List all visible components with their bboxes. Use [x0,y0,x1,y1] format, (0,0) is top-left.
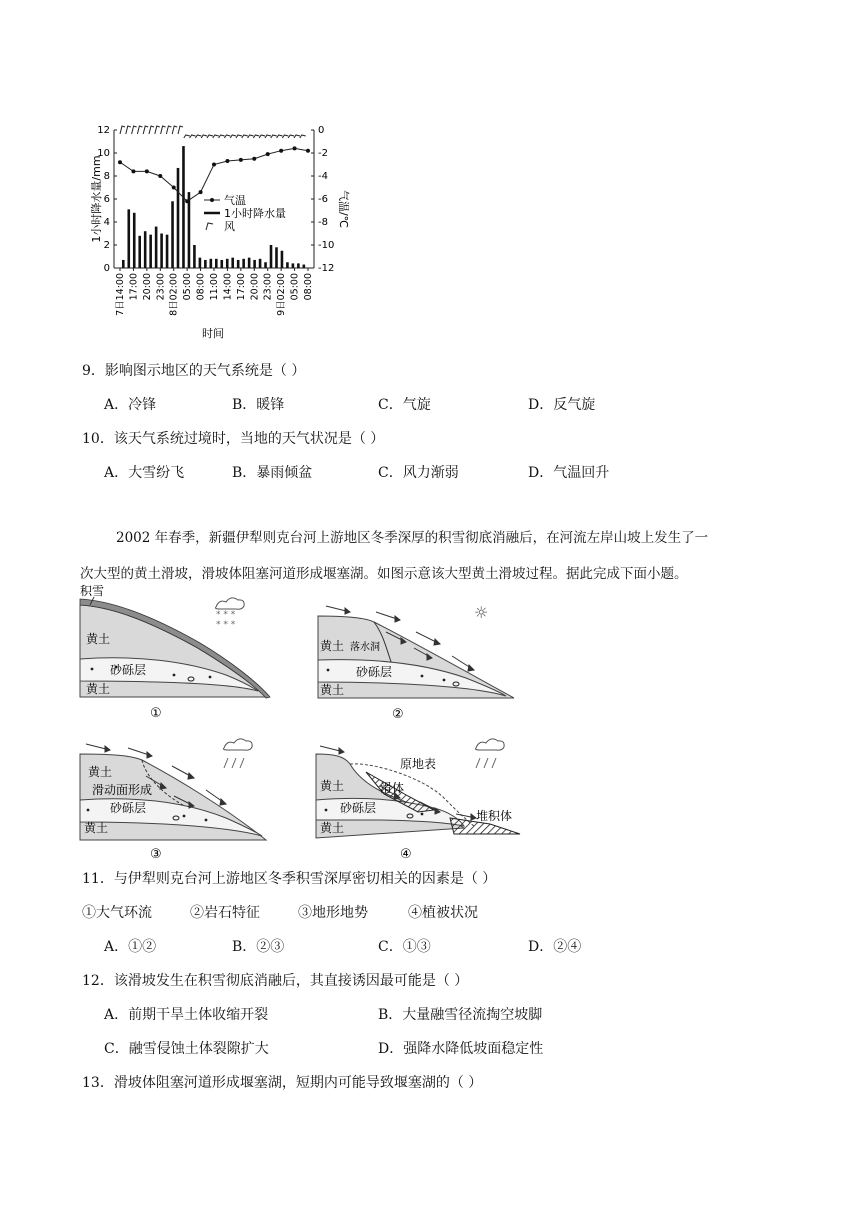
right-tick-label: -2 [318,148,328,159]
x-tick-label: 05:00 [182,273,194,301]
precip-bar [204,260,207,268]
legend-precip-label: 1小时降水量 [224,207,286,220]
wind-barb [277,135,283,138]
q10-option-d[interactable]: D．气温回升 [528,465,610,481]
wind-barb [201,135,207,138]
left-tick-label: 0 [103,263,110,274]
wind-barb [161,126,166,134]
precip-bar [199,258,202,268]
right-tick-label: -8 [318,217,328,228]
loess-label-lower: 黄土 [320,683,345,697]
legend-wind-label: 风 [224,220,235,233]
left-axis-title: 1小时降水量/mm [90,155,103,243]
wind-barb [132,126,137,134]
wind-barb [213,135,219,138]
precip-bar [188,192,191,268]
precip-bar [160,234,163,269]
x-tick-label: 8日02:00 [168,273,180,316]
right-axis-title: 气温/℃ [337,189,350,229]
q11-stem: 11．与伊犁则克台河上游地区冬季积雪深厚密切相关的因素是（ ） [82,871,497,887]
precip-bar [226,259,229,268]
legend-temp-label: 气温 [224,194,246,207]
wind-barb [190,135,196,138]
precip-bar [275,247,278,268]
precip-bar [193,245,196,268]
x-tick-label: 14:00 [222,273,234,301]
left-tick-label: 10 [97,148,110,159]
temperature-point [158,174,162,178]
snow-label: 积雪 [80,584,105,598]
q12-stem: 12．该滑坡发生在积雪彻底消融后，其直接诱因最可能是（ ） [82,973,469,989]
x-tick-label: 20:00 [249,273,261,301]
svg-text:* * *: * * * [216,620,236,630]
loess-label-lower: 黄土 [320,821,345,835]
precip-bar [286,262,289,268]
wind-barb [172,126,177,134]
wind-barb [300,135,306,138]
landslide-diagram-2 [316,598,526,720]
precip-bar [122,260,125,268]
diagram-number-3: ③ [150,847,162,862]
wind-barb [219,135,225,138]
precip-bar [144,231,147,268]
left-tick-label: 2 [103,240,110,251]
q11-option-d[interactable]: D．②④ [528,939,582,955]
loess-label-upper: 黄土 [88,765,113,779]
left-tick-label: 4 [103,217,110,228]
left-tick-label: 8 [103,171,110,182]
gravel-label: 砂砾层 [110,801,147,815]
x-tick-label: 08:00 [195,273,207,301]
q11-factor-2: ②岩石特征 [190,905,260,921]
x-tick-label: 23:00 [155,273,167,301]
x-tick-label: 17:00 [235,273,247,301]
loess-label-lower: 黄土 [86,682,111,696]
q11-option-c[interactable]: C．①③ [378,939,431,955]
sinkhole-label: 落水洞 [350,642,380,653]
precip-bar [253,260,256,268]
temperature-point [199,190,203,194]
q12-option-d[interactable]: D．强降水降低坡面稳定性 [378,1041,544,1057]
wind-barb [137,126,142,134]
x-tick-label: 7日14:00 [115,273,126,316]
temperature-line [120,148,308,201]
x-tick-label: 05:00 [289,273,301,301]
wind-barb [143,126,148,134]
right-tick-label: -6 [318,194,328,205]
q12-option-a[interactable]: A．前期干旱土体收缩开裂 [104,1007,269,1023]
q9-option-b[interactable]: B．暖锋 [232,397,285,413]
wind-barb [259,135,265,138]
q10-stem: 10．该天气系统过境时，当地的天气状况是（ ） [82,431,385,447]
wind-barb [271,135,277,138]
passage-line-1: 2002 年春季，新疆伊犁则克台河上游地区冬季深厚的积雪彻底消融后，在河流左岸山坡上发生了一 [116,530,709,546]
precip-bar [149,235,152,268]
wind-barb [184,135,190,138]
precip-bar [292,263,295,268]
slide-body-label: 滑体 [380,781,405,795]
wind-barb [253,135,259,138]
q10-option-a[interactable]: A．大雪纷飞 [104,465,185,481]
slide-surface-label: 滑动面形成 [92,783,153,797]
x-tick-label: 9日02:00 [276,273,288,316]
chart-xlabel: 时间 [202,327,224,340]
landslide-diagram-1 [76,585,276,720]
wind-barb [224,135,230,138]
precip-bar [242,259,245,268]
deposit-label: 堆积体 [476,809,513,823]
wind-barb [155,126,160,134]
q11-option-b[interactable]: B．②③ [232,939,285,955]
left-tick-label: 12 [97,125,110,136]
temperature-point [239,158,243,162]
precip-bar [303,265,306,268]
left-tick-label: 6 [103,194,110,205]
diagram-number-2: ② [392,707,404,722]
gravel-label: 砂砾层 [110,663,147,677]
legend-temp-point [210,198,214,202]
x-tick-label: 11:00 [209,273,220,301]
original-surface-label: 原地表 [400,757,437,771]
precip-bar [220,260,223,268]
right-tick-label: 0 [318,125,325,136]
gravel-label: 砂砾层 [340,801,377,815]
q11-factor-1: ①大气环流 [82,905,152,921]
wind-barb [195,135,201,138]
temperature-point [252,157,256,161]
q12-option-b[interactable]: B．大量融雪径流掏空坡脚 [378,1007,543,1023]
precip-bar [281,251,284,268]
temperature-point [118,160,122,164]
wind-barb [236,135,242,138]
loess-label-upper: 黄土 [86,632,111,646]
wind-barb [282,135,288,138]
q11-option-a[interactable]: A．①② [104,939,157,955]
precip-bar [133,213,136,268]
passage [80,520,800,592]
precip-bar [248,258,251,268]
temperature-point [145,169,149,173]
wind-barb [126,126,131,134]
landslide-diagram-3 [76,738,276,862]
temperature-point [306,149,310,153]
q9-option-a[interactable]: A．冷锋 [104,397,157,413]
right-tick-label: -10 [318,240,335,251]
x-tick-label: 17:00 [128,273,140,301]
q9-stem: 9．影响图示地区的天气系统是（ ） [82,363,306,379]
wind-barb [178,126,183,134]
temperature-point [212,163,216,167]
precip-bar [210,259,213,268]
x-tick-label: 23:00 [262,273,274,301]
precip-bar [182,146,185,268]
precip-bar [264,262,267,268]
precip-bar [166,235,169,268]
precip-bar [259,259,262,268]
temperature-point [185,199,189,203]
q10-option-c[interactable]: C．风力渐弱 [378,465,459,481]
svg-text:☼: ☼ [474,603,489,622]
gravel-label: 砂砾层 [356,665,393,679]
x-tick-label: 08:00 [303,273,314,301]
passage-line-2: 次大型的黄土滑坡，滑坡体阻塞河道形成堰塞湖。如图示意该大型黄土滑坡过程。据此完成下面小题。 [80,566,688,582]
precip-bar [237,260,240,268]
temperature-point [172,186,176,190]
wind-barb [248,135,254,138]
precip-bar [138,236,141,268]
precip-bar [270,245,273,268]
precip-bar [231,258,234,268]
q13-stem: 13．滑坡体阻塞河道形成堰塞湖，短期内可能导致堰塞湖的（ ） [82,1075,483,1091]
temperature-point [293,146,297,150]
precip-bar [177,168,180,268]
q9-option-c[interactable]: C．气旋 [378,397,431,413]
diagram-number-1: ① [150,706,162,721]
temperature-point [279,149,283,153]
wind-barb [265,135,271,138]
loess-label-lower: 黄土 [84,821,109,835]
temperature-point [225,159,229,163]
wind-barb [294,135,300,138]
q9-option-d[interactable]: D．反气旋 [528,397,596,413]
temperature-point [266,152,270,156]
wind-barb [230,135,236,138]
diagram-number-4: ④ [400,847,412,862]
precip-bar [297,263,300,268]
precip-bar [215,259,218,268]
loess-label-upper: 黄土 [320,779,345,793]
wind-barb [166,126,171,134]
q11-factor-4: ④植被状况 [408,905,478,921]
landslide-diagram-4 [314,738,528,862]
right-tick-label: -12 [318,263,335,274]
wind-barb [207,135,213,138]
loess-label-upper: 黄土 [320,639,345,653]
q10-option-b[interactable]: B．暴雨倾盆 [232,465,313,481]
precip-bar [171,201,174,268]
right-tick-label: -4 [318,171,328,182]
wind-barb [242,135,248,138]
q12-option-c[interactable]: C．融雪侵蚀土体裂隙扩大 [104,1041,269,1057]
q11-factor-3: ③地形地势 [298,905,368,921]
wind-barb [149,126,154,134]
precip-bar [127,209,130,268]
x-tick-label: 20:00 [141,273,153,301]
weather-chart [90,110,356,350]
legend-wind-symbol [206,223,213,230]
wind-barb [120,126,125,134]
temperature-point [131,169,135,173]
wind-barb [288,135,294,138]
svg-text:* * *: * * * [216,610,236,620]
precip-bar [155,227,158,268]
